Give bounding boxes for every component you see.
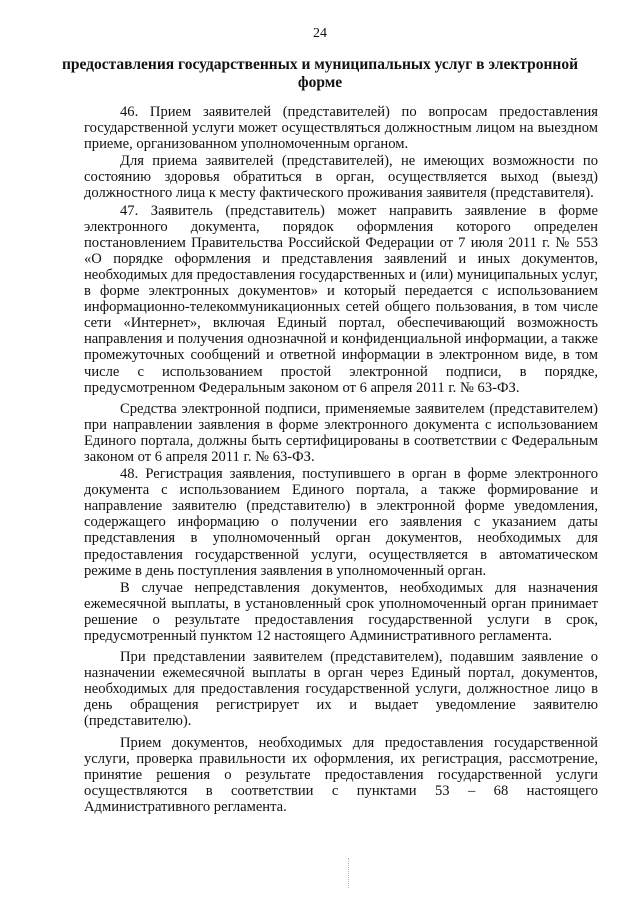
paragraph-46-home-visit: Для приема заявителей (представителей), не имеющих возможности по состоянию здоровья обратиться в орган, осуществляется выход (выезд) должностного лица к месту фактического проживания заявителя (представителя). xyxy=(84,153,598,202)
page-number: 24 xyxy=(313,26,327,41)
paragraph-47-signature: Средства электронной подписи, применяемые заявителем (представителем) при направлении заявления в форме электронного документа с использованием Единого портала, должны быть сертифицированы в соответствии с Федеральным законом от 6 апреля 2011 г. № 63-ФЗ. xyxy=(84,400,598,465)
paragraph-46: 46. Прием заявителей (представителей) по вопросам предоставления государственной услуги может осуществляться должностным лицом на выездном приеме, организованном уполномоченным органом. xyxy=(84,104,598,153)
paragraph-47: 47. Заявитель (представитель) может направить заявление в форме электронного документа, порядок оформления которого определен постановлением Правительства Российской Федерации от 7 июля 2011 г. № 553 «О порядке оформления и представления заявлений и иных документов, необходимых для предоставления государственных и (или) муниципальных услуг, в форме электронных документов» и который передается с использованием информационно-телекоммуникационных сетей общего пользования, в том числе сети «Интернет», включая Единый портал, обеспечивающий возможность направления и получения однозначной и конфиденциальной информации, а также промежуточных сообщений и ответной информации в электронном виде, в том числе с использованием простой электронной подписи, в порядке, предусмотренном Федеральным законом от 6 апреля 2011 г. № 63-ФЗ. xyxy=(84,202,598,396)
body-text xyxy=(84,104,598,816)
section-heading: предоставления государственных и муниципальных услуг в электронной форме xyxy=(61,56,579,91)
paragraph-48: 48. Регистрация заявления, поступившего в орган в форме электронного документа с использованием Единого портала, а также формирование и направление заявителю (представителю) в электронной форме уведомления, содержащего информацию о получении его заявления с указанием даты представления в уполномоченный орган документов, необходимых для предоставления государственной услуги, осуществляется в автоматическом режиме в день поступления заявления в уполномоченный орган. xyxy=(84,466,598,579)
paragraph-48-missing-documents: В случае непредставления документов, необходимых для назначения ежемесячной выплаты, в установленный срок уполномоченный орган принимает решение о результате предоставления государственной услуги в срок, предусмотренный пунктом 12 настоящего Административного регламента. xyxy=(84,579,598,644)
scan-artifact-mark xyxy=(348,858,350,888)
paragraph-48-portal-documents: При представлении заявителем (представителем), подавшим заявление о назначении ежемесячной выплаты в орган через Единый портал, документов, необходимых для предоставления государственной услуги, должностное лицо в день обращения регистрирует их и выдает уведомление заявителю (представителю). xyxy=(84,649,598,730)
paragraph-48-acceptance: Прием документов, необходимых для предоставления государственной услуги, проверка правильности их оформления, их регистрация, рассмотрение, принятие решения о результате предоставления государственной услуги осуществляются в соответствии с пунктами 53 – 68 настоящего Административного регламента. xyxy=(84,734,598,815)
